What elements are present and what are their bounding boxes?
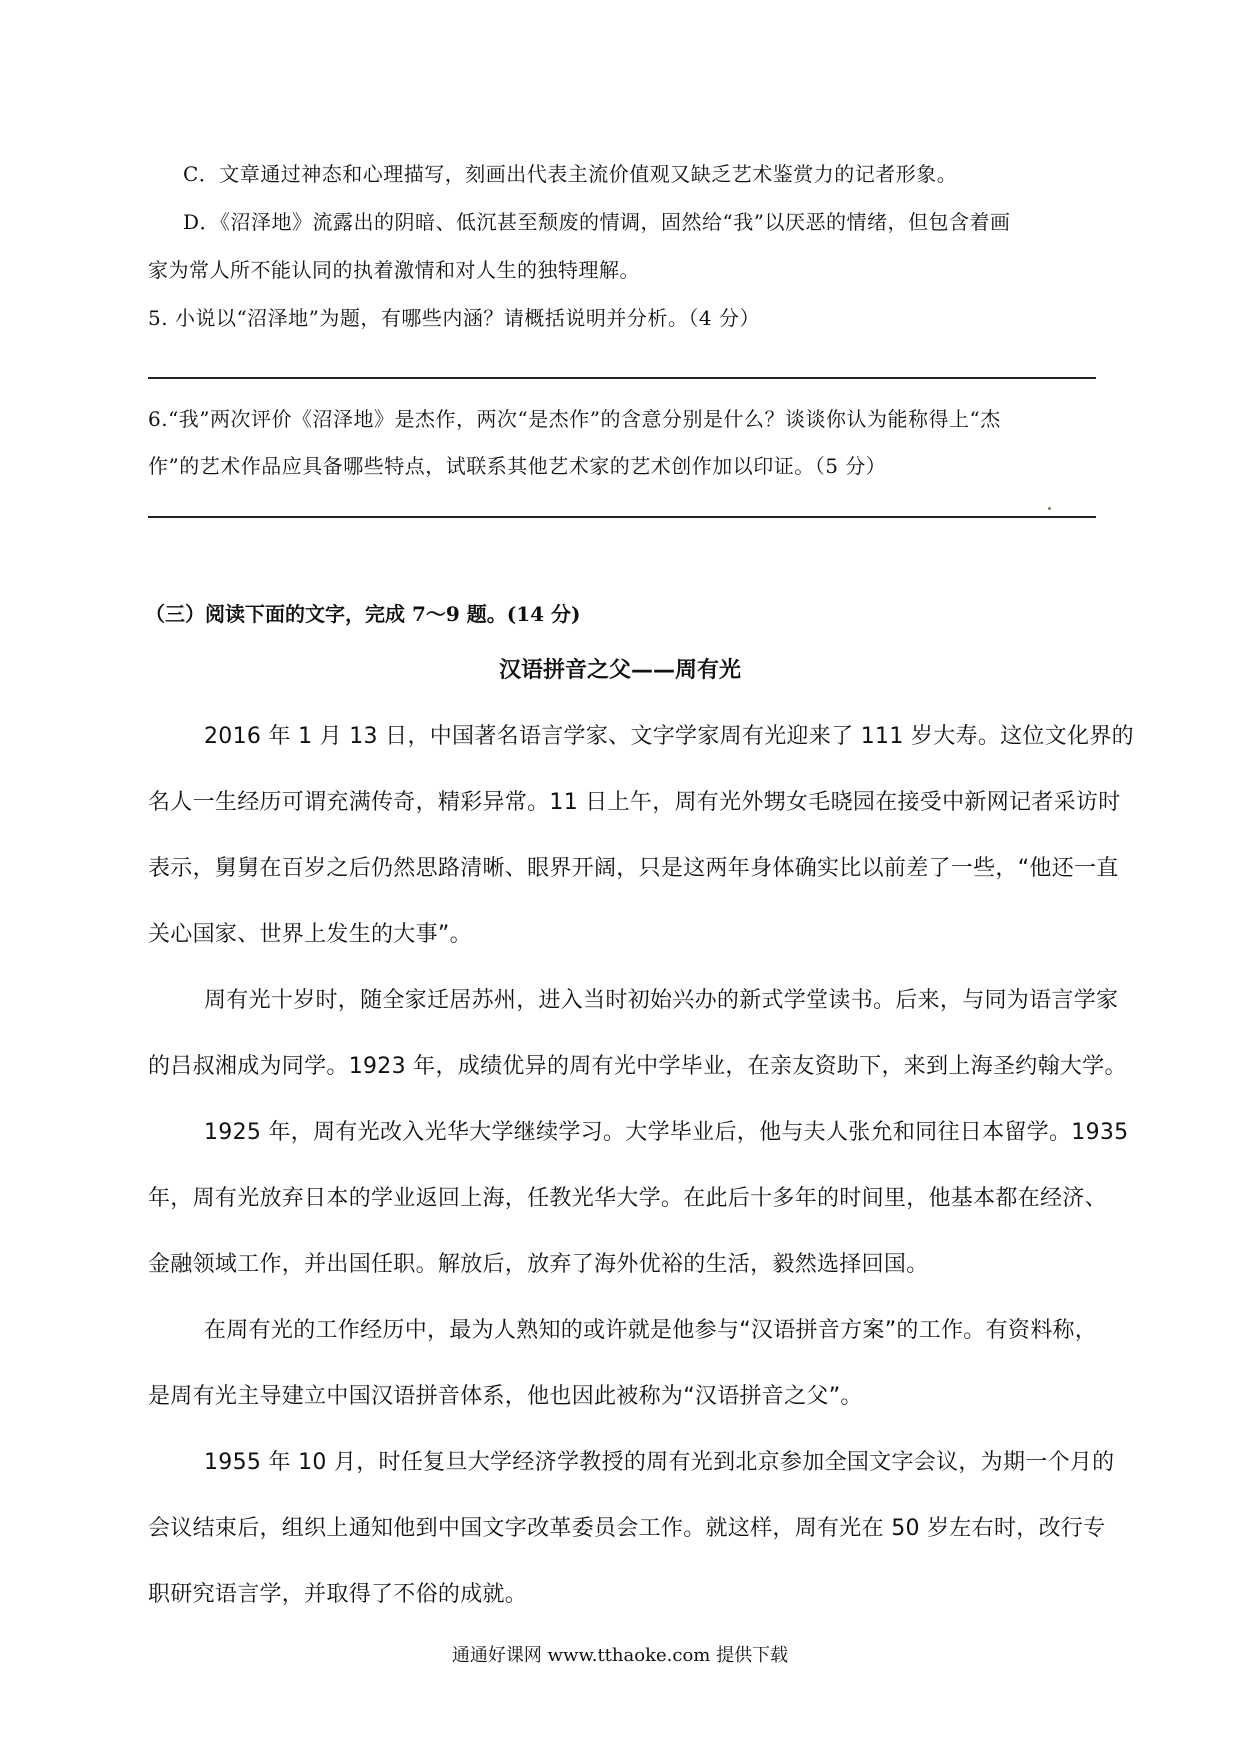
article-p5-line-1: 1955 年 10 月，时任复旦大学经济学教授的周有光到北京参加全国文字会议，为期一个月的 [204, 1450, 1115, 1475]
article-p4-line-1: 在周有光的工作经历中，最为人熟知的或许就是他参与“汉语拼音方案”的工作。有资料称， [204, 1318, 1098, 1343]
article-p3-line-2: 年，周有光放弃日本的学业返回上海，任教光华大学。在此后十多年的时间里，他基本都在经济、 [148, 1186, 1107, 1211]
question-6-line-2: 作”的艺术作品应具备哪些特点，试联系其他艺术家的艺术创作加以印证。（5 分） [148, 454, 887, 478]
article-p3-line-1: 1925 年，周有光改入光华大学继续学习。大学毕业后，他与夫人张允和同往日本留学。1935 [204, 1120, 1129, 1145]
article-p3-line-3: 金融领域工作，并出国任职。解放后，放弃了海外优裕的生活，毅然选择回国。 [148, 1252, 929, 1277]
option-d-line-2: 家为常人所不能认同的执着激情和对人生的独特理解。 [148, 258, 640, 282]
article-p1-line-4: 关心国家、世界上发生的大事”。 [148, 922, 472, 947]
option-d-line-1: D．《沼泽地》流露出的阴暗、低沉甚至颓废的情调，固然给“我”以厌恶的情绪，但包含着画 [183, 210, 1011, 234]
article-p1-line-3: 表示，舅舅在百岁之后仍然思路清晰、眼界开阔，只是这两年身体确实比以前差了一些，“他还一直 [148, 856, 1119, 881]
article-p1-line-2: 名人一生经历可谓充满传奇，精彩异常。11 日上午，周有光外甥女毛晓园在接受中新网记者采访时 [148, 790, 1121, 815]
article-p1-line-1: 2016 年 1 月 13 日，中国著名语言学家、文字学家周有光迎来了 111 岁大寿。这位文化界的 [204, 724, 1134, 749]
article-title: 汉语拼音之父——周有光 [498, 658, 741, 683]
question-5: 5. 小说以“沼泽地”为题，有哪些内涵？请概括说明并分析。（4 分） [148, 306, 760, 330]
article-p5-line-3: 职研究语言学，并取得了不俗的成就。 [148, 1582, 528, 1607]
article-p2-line-1: 周有光十岁时，随全家迁居苏州，进入当时初始兴办的新式学堂读书。后来，与同为语言学家 [204, 988, 1119, 1013]
article-p5-line-2: 会议结束后，组织上通知他到中国文字改革委员会工作。就这样，周有光在 50 岁左右时，改行专 [148, 1516, 1106, 1541]
page-footer: 通通好课网 www.tthaoke.com 提供下载 [451, 1645, 789, 1666]
answer-line-5 [148, 377, 1096, 379]
article-p2-line-2: 的吕叔湘成为同学。1923 年，成绩优异的周有光中学毕业，在亲友资助下，来到上海圣约翰大学。 [148, 1054, 1127, 1079]
question-6-line-1: 6.“我”两次评价《沼泽地》是杰作，两次“是杰作”的含意分别是什么？谈谈你认为能称得上“杰 [148, 407, 1001, 431]
article-p4-line-2: 是周有光主导建立中国汉语拼音体系，他也因此被称为“汉语拼音之父”。 [148, 1384, 863, 1409]
option-c: C．文章通过神态和心理描写，刻画出代表主流价值观又缺乏艺术鉴赏力的记者形象。 [183, 162, 958, 186]
answer-line-6 [148, 516, 1096, 518]
section-3-heading: （三）阅读下面的文字，完成 7～9 题。(14 分) [145, 602, 581, 626]
scan-speck [1048, 507, 1051, 510]
